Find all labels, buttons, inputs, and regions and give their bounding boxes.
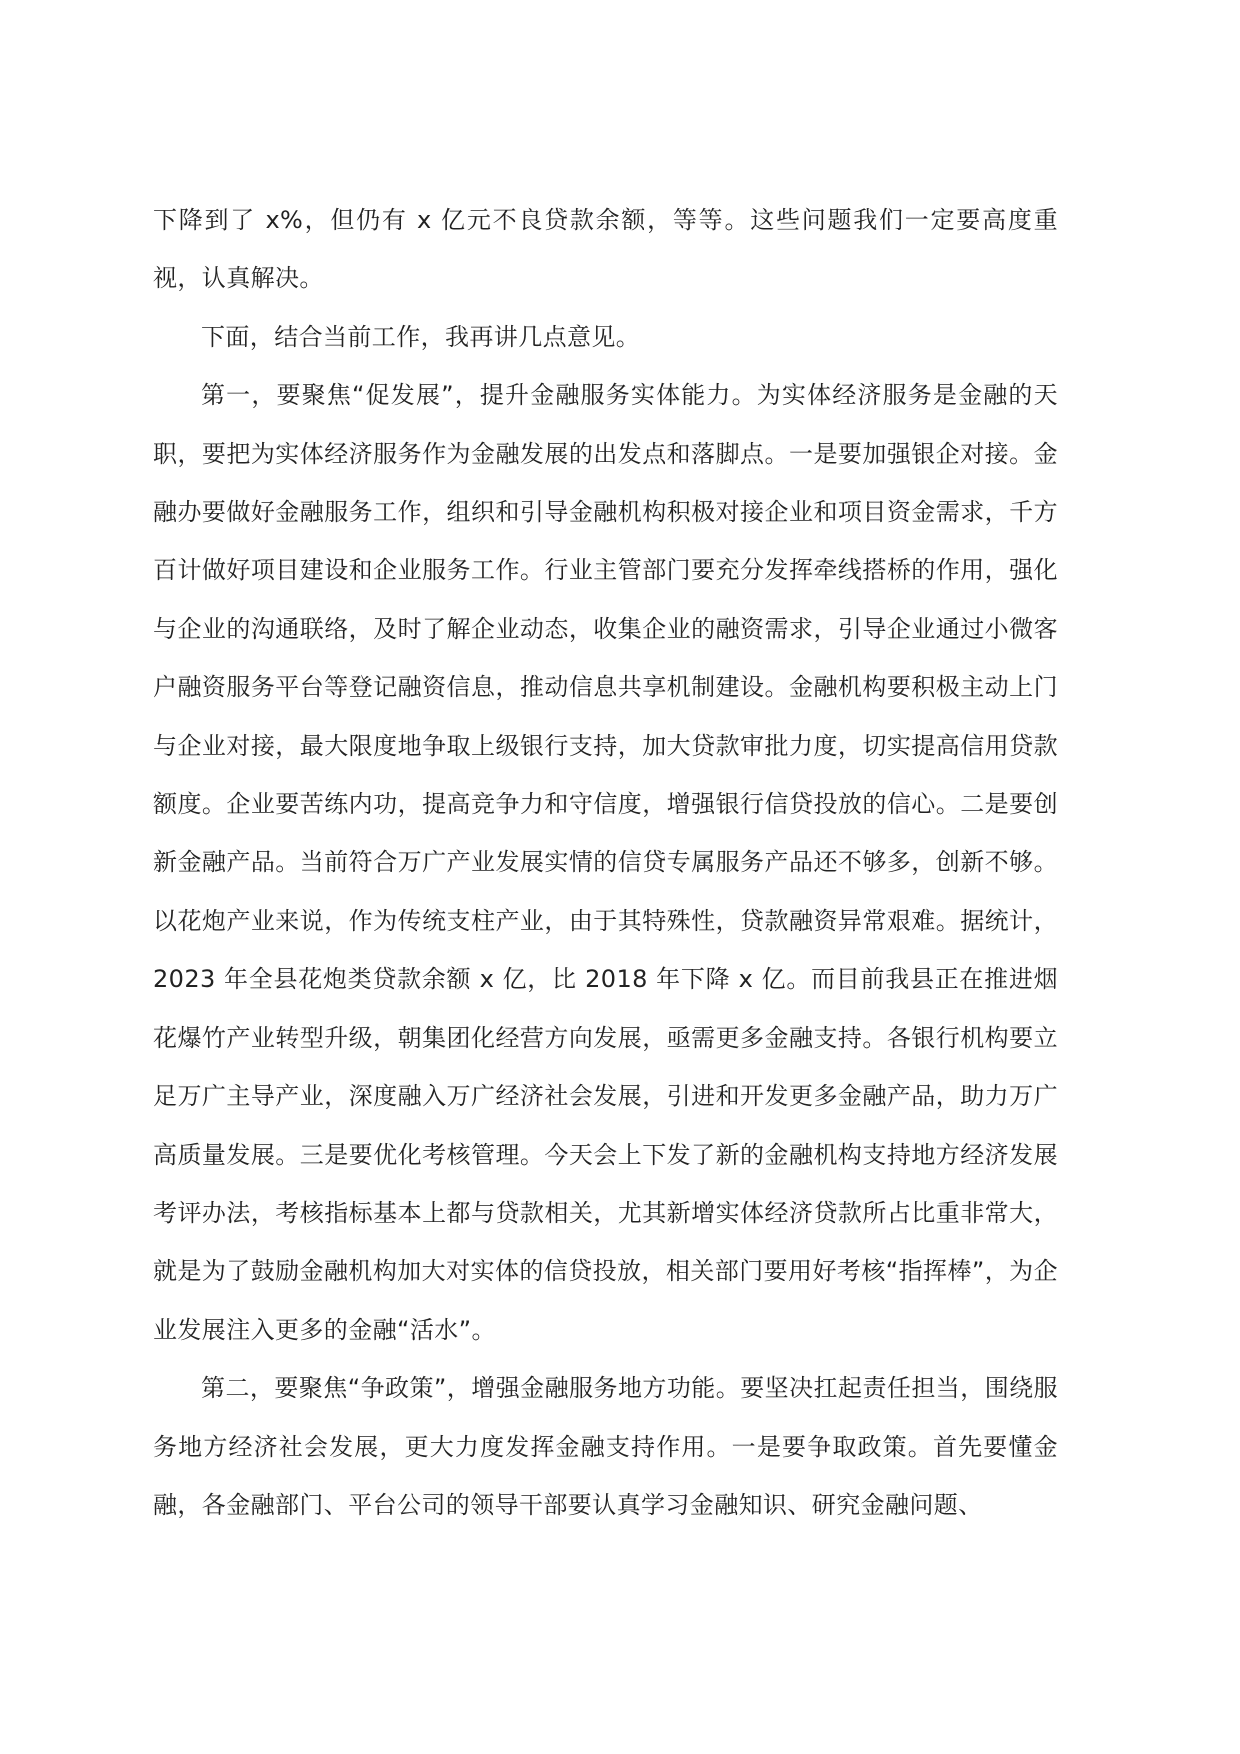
paragraph-point-one: 第一，要聚焦“促发展”，提升金融服务实体能力。为实体经济服务是金融的天职，要把为实体经济服务作为金融发展的出发点和落脚点。一是要加强银企对接。金融办要做好金融服务工作，组织和引导金融机构积极对接企业和项目资金需求，千方百计做好项目建设和企业服务工作。行业主管部门要充分发挥牵线搭桥的作用，强化与企业的沟通联络，及时了解企业动态，收集企业的融资需求，引导企业通过小微客户融资服务平台等登记融资信息，推动信息共享机制建设。金融机构要积极主动上门与企业对接，最大限度地争取上级银行支持，加大贷款审批力度，切实提高信用贷款额度。企业要苦练内功，提高竞争力和守信度，增强银行信贷投放的信心。二是要创新金融产品。当前符合万广产业发展实情的信贷专属服务产品还不够多，创新不够。以花炮产业来说，作为传统支柱产业，由于其特殊性，贷款融资异常艰难。据统计，2023 年全县花炮类贷款余额 x 亿，比 2018 年下降 x 亿。而目前我县正在推进烟花爆竹产业转型升级，朝集团化经营方向发展，亟需更多金融支持。各银行机构要立足万广主导产业，深度融入万广经济社会发展，引进和开发更多金融产品，助力万广高质量发展。三是要优化考核管理。今天会上下发了新的金融机构支持地方经济发展考评办法，考核指标基本上都与贷款相关，尤其新增实体经济贷款所占比重非常大，就是为了鼓励金融机构加大对实体的信贷投放，相关部门要用好考核“指挥棒”，为企业发展注入更多的金融“活水”。 <box>153 381 1058 1344</box>
document-body <box>153 191 1058 1534</box>
paragraph-continuation: 下降到了 x%，但仍有 x 亿元不良贷款余额，等等。这些问题我们一定要高度重视，认真解决。 <box>153 206 1058 293</box>
paragraph-intro: 下面，结合当前工作，我再讲几点意见。 <box>201 322 641 351</box>
paragraph-point-two: 第二，要聚焦“争政策”，增强金融服务地方功能。要坚决扛起责任担当，围绕服务地方经济社会发展，更大力度发挥金融支持作用。一是要争取政策。首先要懂金融，各金融部门、平台公司的领导干部要认真学习金融知识、研究金融问题、 <box>153 1374 1058 1519</box>
